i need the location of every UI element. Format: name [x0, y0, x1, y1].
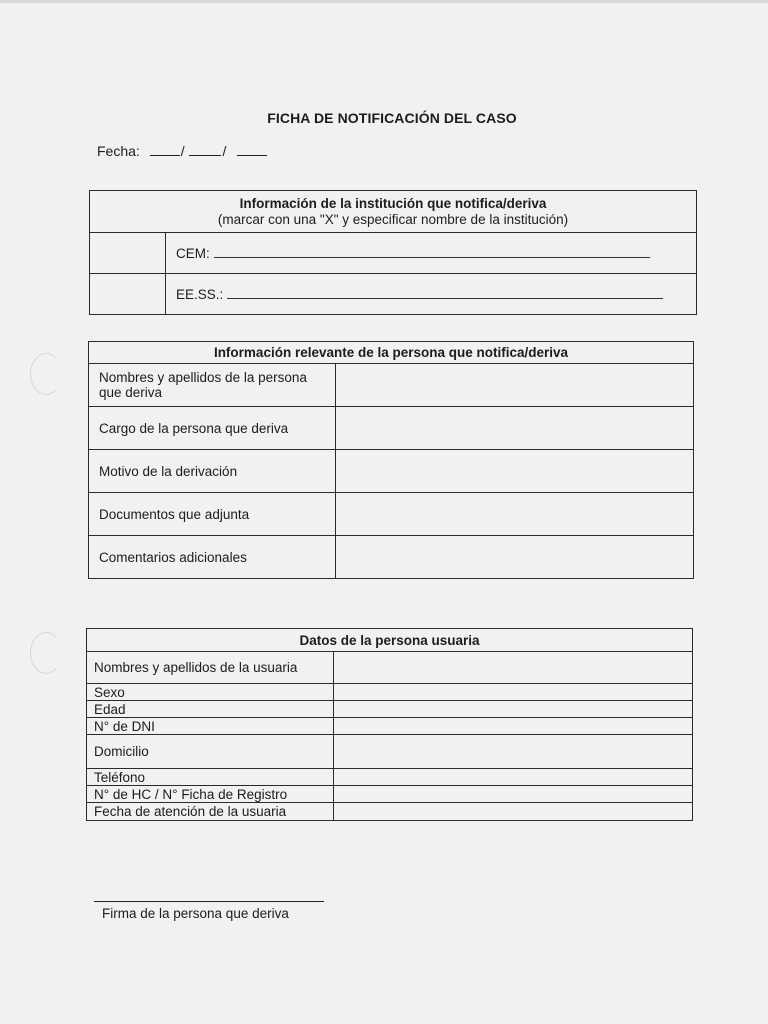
relevant-row-value[interactable] — [336, 450, 694, 493]
user-row-value[interactable] — [334, 652, 693, 684]
date-day-blank[interactable] — [150, 143, 180, 156]
user-data-table — [86, 628, 693, 821]
user-row-label: N° de DNI — [87, 718, 334, 735]
user-row-value[interactable] — [334, 786, 693, 803]
relevant-row-label: Nombres y apellidos de la persona que deriva — [89, 364, 336, 407]
institution-header-title: Información de la institución que notifica/deriva — [239, 195, 547, 211]
relevant-row-value[interactable] — [336, 536, 694, 579]
date-field: Fecha: / / — [97, 143, 267, 159]
cem-row — [166, 233, 697, 274]
user-row-label: N° de HC / N° Ficha de Registro — [87, 786, 334, 803]
signature-label: Firma de la persona que deriva — [102, 906, 289, 921]
eess-label: EE.SS.: — [176, 286, 224, 302]
paper-edge — [0, 0, 768, 3]
user-row-label: Sexo — [87, 684, 334, 701]
form-title: FICHA DE NOTIFICACIÓN DEL CASO — [267, 110, 517, 126]
user-row-value[interactable] — [334, 684, 693, 701]
institution-table-header — [90, 191, 697, 233]
relevant-row-value[interactable] — [336, 493, 694, 536]
user-row-value[interactable] — [334, 803, 693, 821]
user-row-label: Fecha de atención de la usuaria — [87, 803, 334, 821]
cem-mark-box[interactable] — [90, 233, 166, 274]
punch-hole-mark — [30, 632, 62, 674]
relevant-row-label: Comentarios adicionales — [89, 536, 336, 579]
date-label: Fecha: — [97, 143, 140, 159]
cem-label: CEM: — [176, 245, 210, 261]
institution-table — [89, 190, 697, 315]
relevant-info-table — [88, 341, 694, 579]
user-row-label: Nombres y apellidos de la usuaria — [87, 652, 334, 684]
relevant-row-value[interactable] — [336, 364, 694, 407]
user-row-label: Teléfono — [87, 769, 334, 786]
punch-hole-mark — [30, 353, 62, 395]
relevant-row-value[interactable] — [336, 407, 694, 450]
relevant-table-header: Información relevante de la persona que notifica/deriva — [89, 342, 694, 364]
institution-header-instructions: (marcar con una "X" y especificar nombre de la institución) — [217, 211, 569, 227]
eess-mark-box[interactable] — [90, 274, 166, 315]
relevant-row-label: Cargo de la persona que deriva — [89, 407, 336, 450]
user-row-label: Domicilio — [87, 735, 334, 769]
user-row-value[interactable] — [334, 769, 693, 786]
relevant-row-label: Documentos que adjunta — [89, 493, 336, 536]
eess-name-field[interactable] — [227, 298, 663, 299]
eess-row — [166, 274, 697, 315]
date-month-blank[interactable] — [189, 143, 221, 156]
user-table-header: Datos de la persona usuaria — [87, 629, 693, 652]
user-row-value[interactable] — [334, 718, 693, 735]
user-row-value[interactable] — [334, 701, 693, 718]
date-year-blank[interactable] — [237, 143, 267, 156]
cem-name-field[interactable] — [214, 257, 650, 258]
signature-line[interactable] — [94, 901, 324, 902]
user-row-label: Edad — [87, 701, 334, 718]
user-row-value[interactable] — [334, 735, 693, 769]
relevant-row-label: Motivo de la derivación — [89, 450, 336, 493]
